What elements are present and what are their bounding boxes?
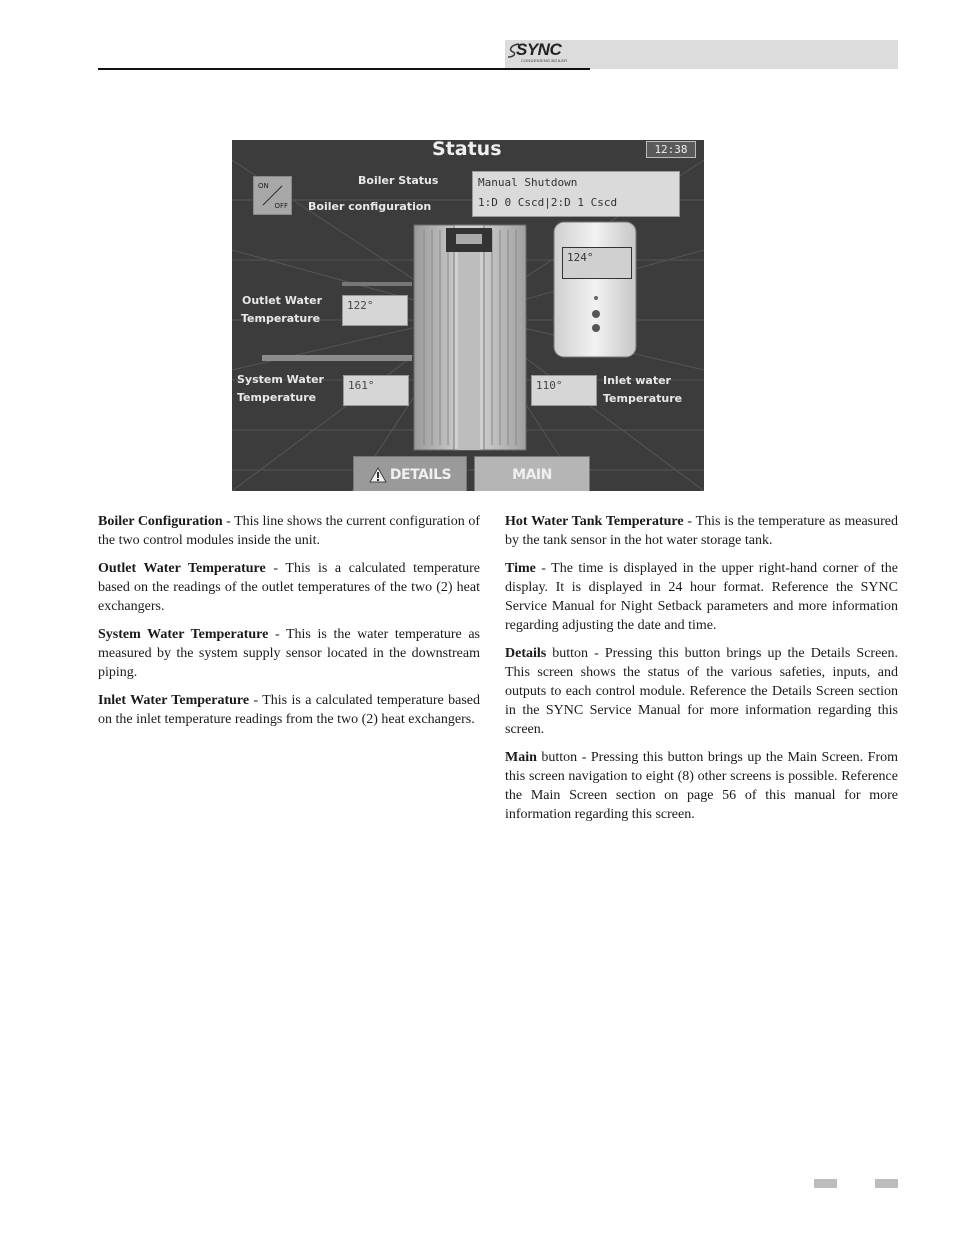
screen-title: Status <box>432 140 502 160</box>
term: Details <box>505 646 547 661</box>
paragraph <box>505 748 898 824</box>
details-button-label: DETAILS <box>389 466 452 483</box>
definition: - This is the temperature as measured by the tank sensor in the hot water storage tank. <box>505 514 898 548</box>
inlet-water-label-2: Temperature <box>603 392 683 405</box>
status-screen-photo <box>232 140 704 491</box>
outlet-water-label-2: Temperature <box>241 312 321 325</box>
term: Main <box>505 750 537 765</box>
term: System Water Temperature <box>98 627 269 642</box>
term: Hot Water Tank Temperature <box>505 514 684 529</box>
inlet-temperature-display: 110° <box>531 375 597 406</box>
logo-subtext: CONDENSING BOILER <box>521 58 568 63</box>
paragraph <box>98 691 480 729</box>
term: Outlet Water Temperature <box>98 561 266 576</box>
definition: - This line shows the current configuration of the two control modules inside the unit. <box>98 514 480 548</box>
boiler-status-label: Boiler Status <box>358 174 439 187</box>
on-off-button[interactable] <box>253 176 292 215</box>
main-button-label: MAIN <box>512 466 552 483</box>
outlet-temperature-display: 122° <box>342 295 408 326</box>
screen-clock: 12:38 <box>646 141 696 158</box>
definition: button - Pressing this button brings up the Main Screen. From this screen navigation to eight (8) other screens is possible. Reference the Main Screen section on page 56 of this manual for more information regarding this screen. <box>505 750 898 822</box>
paragraph <box>98 625 480 682</box>
paragraph <box>98 559 480 616</box>
system-water-label-2: Temperature <box>237 391 317 404</box>
term: Inlet Water Temperature <box>98 693 250 708</box>
definition: - This is a calculated temperature based on the readings of the outlet temperatures of the two (2) heat exchangers. <box>98 561 480 614</box>
status-line-2: 1:D 0 Cscd|2:D 1 Cscd <box>478 196 618 209</box>
paragraph <box>505 644 898 739</box>
on-label: ON <box>258 182 269 190</box>
paragraph <box>505 559 898 635</box>
footer-tab-left <box>814 1179 837 1188</box>
boiler-config-label: Boiler configuration <box>308 200 432 213</box>
definition: - The time is displayed in the upper right-hand corner of the display. It is displayed in 24 hour format. Reference the SYNC Service Manual for Night Setback parameters and more information regarding adjusting the date and time. <box>505 561 898 633</box>
logo-word: SYNC <box>516 40 562 59</box>
definition: - This is a calculated temperature based on the inlet temperature readings from the two (2) heat exchangers. <box>98 693 480 727</box>
details-button[interactable] <box>353 456 467 491</box>
inlet-water-label-1: Inlet water <box>603 374 671 387</box>
term: Boiler Configuration <box>98 514 223 529</box>
system-temperature-display: 161° <box>343 375 409 406</box>
system-water-label-1: System Water <box>237 373 324 386</box>
tank-temperature-display: 124° <box>562 247 632 279</box>
footer-tab-right <box>875 1179 898 1188</box>
sync-logo <box>507 40 569 66</box>
warning-icon <box>369 467 387 483</box>
header-rule <box>98 68 590 70</box>
paragraph <box>505 512 898 550</box>
status-line-1: Manual Shutdown <box>478 176 578 189</box>
definition: button - Pressing this button brings up the Details Screen. This screen shows the status of the various safeties, inputs, and outputs to each control module. Reference the Details Screen section in the SYNC Service Manual for more information regarding this screen. <box>505 646 898 737</box>
boiler-status-display <box>472 171 680 217</box>
definition: - This is the water temperature as measured by the system supply sensor located in the downstream piping. <box>98 627 480 680</box>
off-label: OFF <box>274 202 288 210</box>
outlet-water-label-1: Outlet Water <box>242 294 323 307</box>
main-button[interactable] <box>474 456 590 491</box>
term: Time <box>505 561 536 576</box>
paragraph <box>98 512 480 550</box>
left-column <box>98 512 480 738</box>
right-column <box>505 512 898 833</box>
